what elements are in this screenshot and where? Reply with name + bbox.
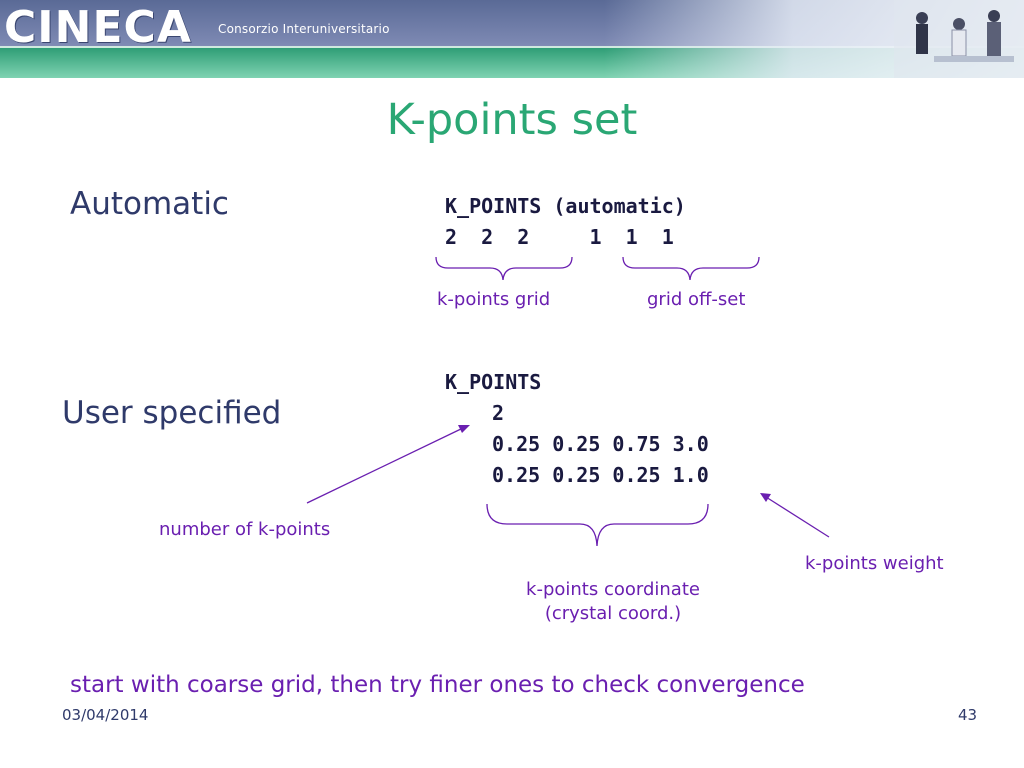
user-specified-label: User specified: [62, 395, 282, 431]
user-code-line1: K_POINTS: [445, 370, 542, 394]
annotation-grid-offset: grid off-set: [647, 289, 746, 310]
arrow-number-of-kpoints: [307, 428, 463, 503]
footer-date: 03/04/2014: [62, 706, 149, 724]
slide-title: K-points set: [386, 95, 638, 145]
annotation-crystal-coord: (crystal coord.): [544, 603, 682, 624]
brace-coordinates: [487, 504, 708, 546]
user-code-line4: 0.25 0.25 0.25 1.0: [492, 463, 709, 487]
brace-offset: [623, 257, 759, 280]
annotation-kpoints-grid: k-points grid: [437, 289, 551, 310]
annotation-number-of-kpoints: number of k-points: [159, 519, 331, 540]
annotation-kpoints-weight: k-points weight: [805, 553, 944, 574]
logo-tagline: Consorzio Interuniversitario: [218, 22, 390, 36]
cineca-logo: CINECA: [4, 2, 192, 53]
brace-grid: [436, 257, 572, 280]
user-code-line2: 2: [492, 401, 505, 425]
user-code-line3: 0.25 0.25 0.75 3.0: [492, 432, 709, 456]
automatic-code-line2: 2 2 2 1 1 1: [445, 225, 674, 249]
arrowhead-kpoints-weight: [760, 493, 771, 502]
automatic-code-line1: K_POINTS (automatic): [445, 194, 686, 218]
footer-page-number: 43: [958, 706, 978, 724]
automatic-label: Automatic: [70, 186, 229, 222]
arrow-kpoints-weight: [766, 497, 829, 537]
annotation-kpoints-coordinate: k-points coordinate: [526, 579, 700, 600]
convergence-note: start with coarse grid, then try finer ones to check convergence: [70, 672, 805, 698]
